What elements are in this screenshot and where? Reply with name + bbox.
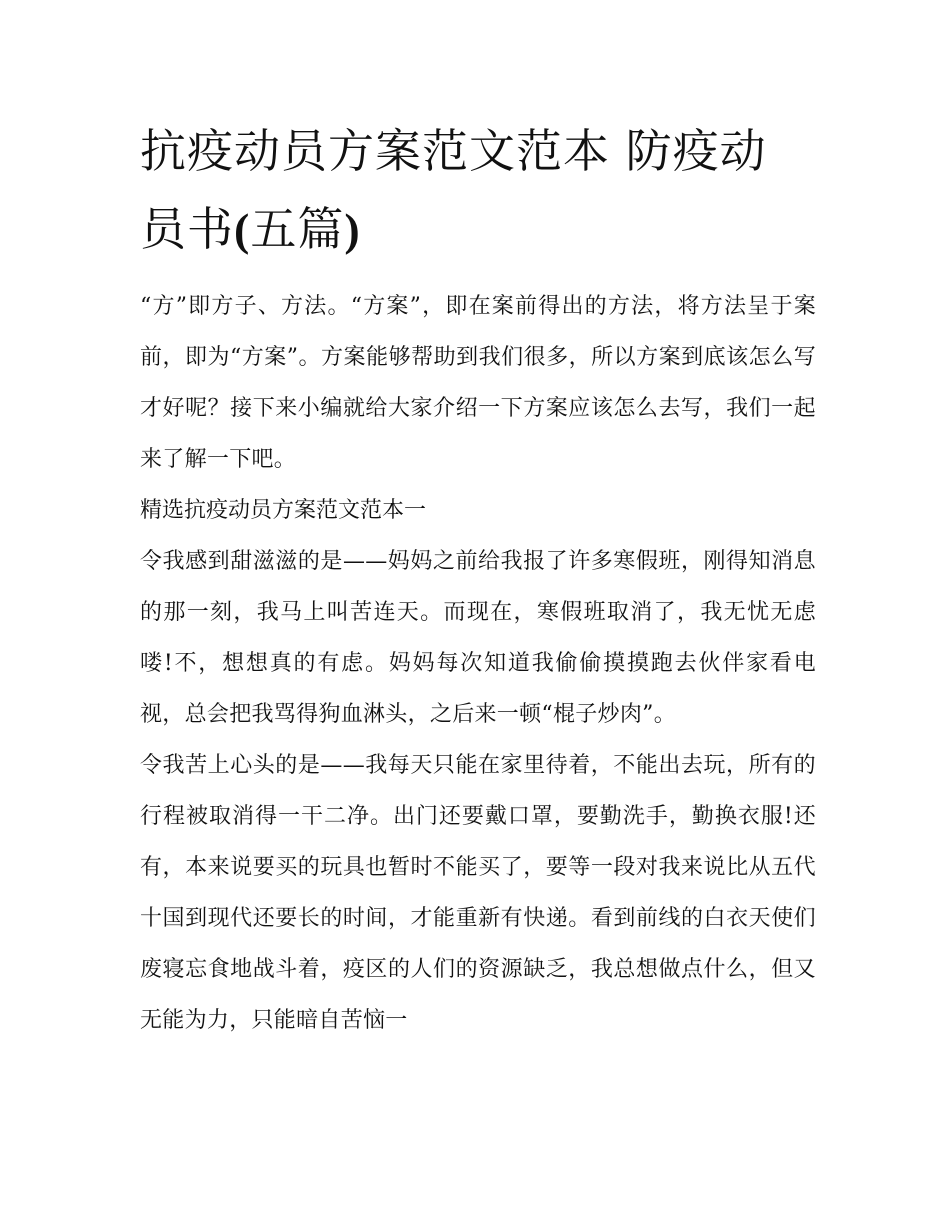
- title-line-1: 抗疫动员方案范文范本 防疫动: [140, 124, 767, 178]
- section-heading: 精选抗疫动员方案范文范本一: [140, 498, 427, 523]
- title-open-paren: (: [234, 204, 251, 255]
- title-line-2-text-a: 员书: [140, 202, 234, 256]
- document-title: [140, 112, 816, 269]
- title-close-paren: ): [344, 204, 361, 255]
- body-paragraph-2: 令我苦上心头的是——我每天只能在家里待着，不能出去玩，所有的行程被取消得一干二净。出门还要戴口罩，要勤洗手，勤换衣服!还有，本来说要买的玩具也暂时不能买了，要等一段对我来说比从五代十国到现代还要长的时间，才能重新有快递。看到前线的白衣天使们废寝忘食地战斗着，疫区的人们的资源缺乏，我总想做点什么，但又无能为力，只能暗自苦恼一: [140, 753, 816, 1033]
- intro-paragraph: “方”即方子、方法。“方案”，即在案前得出的方法，将方法呈于案前，即为“方案”。方案能够帮助到我们很多，所以方案到底该怎么写才好呢？接下来小编就给大家介绍一下方案应该怎么去写，我们一起来了解一下吧。: [140, 294, 816, 472]
- title-line-2-text-c: 五篇: [250, 202, 345, 256]
- document-page: [140, 112, 816, 1046]
- document-body: [140, 281, 816, 1046]
- body-paragraph-1: 令我感到甜滋滋的是——妈妈之前给我报了许多寒假班，刚得知消息的那一刻，我马上叫苦连天。而现在，寒假班取消了，我无忧无虑喽!不，想想真的有虑。妈妈每次知道我偷偷摸摸跑去伙伴家看电视，总会把我骂得狗血淋头，之后来一顿“棍子炒肉”。: [140, 549, 816, 727]
